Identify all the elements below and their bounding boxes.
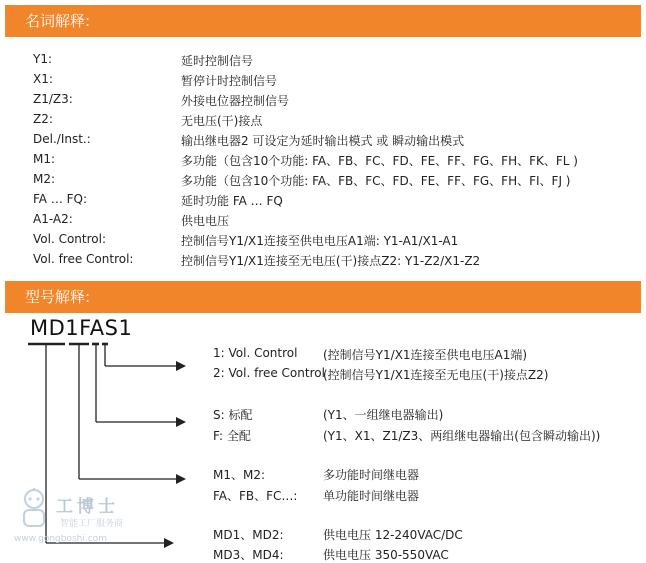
breakdown-description: (控制信号Y1/X1连接至无电压(干)接点Z2) <box>323 368 549 382</box>
breakdown-code: 1: Vol. Control <box>213 346 298 360</box>
model-title: 型号解释: <box>25 288 91 306</box>
glossary-term: M1: <box>33 152 56 166</box>
watermark-logo <box>14 486 134 548</box>
glossary-definition: 供电电压 <box>181 214 230 228</box>
breakdown-description: (控制信号Y1/X1连接至供电电压A1端) <box>323 348 528 362</box>
watermark-brand: 工博士 <box>56 497 119 517</box>
glossary-term: FA … FQ: <box>33 192 88 206</box>
breakdown-code: S: 标配 <box>213 408 253 422</box>
glossary-term: Y1: <box>33 52 53 66</box>
breakdown-code: FA、FB、FC…: <box>213 489 298 503</box>
glossary-term: Vol. free Control: <box>33 252 134 266</box>
breakdown-code: 2: Vol. free Control <box>213 366 325 380</box>
glossary-term: Vol. Control: <box>33 232 107 246</box>
breakdown-description: (Y1、X1、Z1/Z3、两组继电器输出(包含瞬动输出)) <box>323 429 601 443</box>
watermark-tagline: 智能工厂服务商 <box>60 519 124 529</box>
glossary-definition: 无电压(干)接点 <box>181 114 263 128</box>
glossary-definition: 延时功能 FA … FQ <box>181 194 283 208</box>
breakdown-code: M1、M2: <box>213 468 266 482</box>
model-code: MD1FAS1 <box>30 316 133 340</box>
breakdown-description: (Y1、一组继电器输出) <box>323 408 444 422</box>
glossary-term: M2: <box>33 172 56 186</box>
glossary-term: A1-A2: <box>33 212 73 226</box>
glossary-definition: 输出继电器2 可设定为延时输出模式 或 瞬动输出模式 <box>181 134 465 148</box>
glossary-definition: 多功能（包含10个功能: FA、FB、FC、FD、FE、FF、FG、FH、FI、FJ ) <box>181 174 571 188</box>
breakdown-description: 供电电压 350-550VAC <box>323 548 449 562</box>
glossary-title: 名词解释: <box>25 12 91 30</box>
glossary-term: Del./Inst.: <box>33 132 91 146</box>
glossary-definition: 外接电位器控制信号 <box>181 94 290 108</box>
glossary-definition: 多功能（包含10个功能: FA、FB、FC、FD、FE、FF、FG、FH、FK、FL ) <box>181 154 578 168</box>
breakdown-description: 单功能时间继电器 <box>323 489 420 503</box>
glossary-term: Z2: <box>33 112 53 126</box>
watermark-url: www.gongboshi.com <box>14 534 107 544</box>
robot-icon <box>14 486 54 530</box>
breakdown-description: 多功能时间继电器 <box>323 468 420 482</box>
glossary-definition: 延时控制信号 <box>181 54 254 68</box>
glossary-definition: 控制信号Y1/X1连接至无电压(干)接点Z2: Y1-Z2/X1-Z2 <box>181 254 481 268</box>
glossary-term: X1: <box>33 72 53 86</box>
glossary-definition: 控制信号Y1/X1连接至供电电压A1端: Y1-A1/X1-A1 <box>181 234 459 248</box>
breakdown-description: 供电电压 12-240VAC/DC <box>323 528 463 542</box>
glossary-definition: 暂停计时控制信号 <box>181 74 278 88</box>
glossary-term: Z1/Z3: <box>33 92 73 106</box>
breakdown-code: MD3、MD4: <box>213 548 284 562</box>
breakdown-code: MD1、MD2: <box>213 528 284 542</box>
breakdown-code: F: 全配 <box>213 429 251 443</box>
